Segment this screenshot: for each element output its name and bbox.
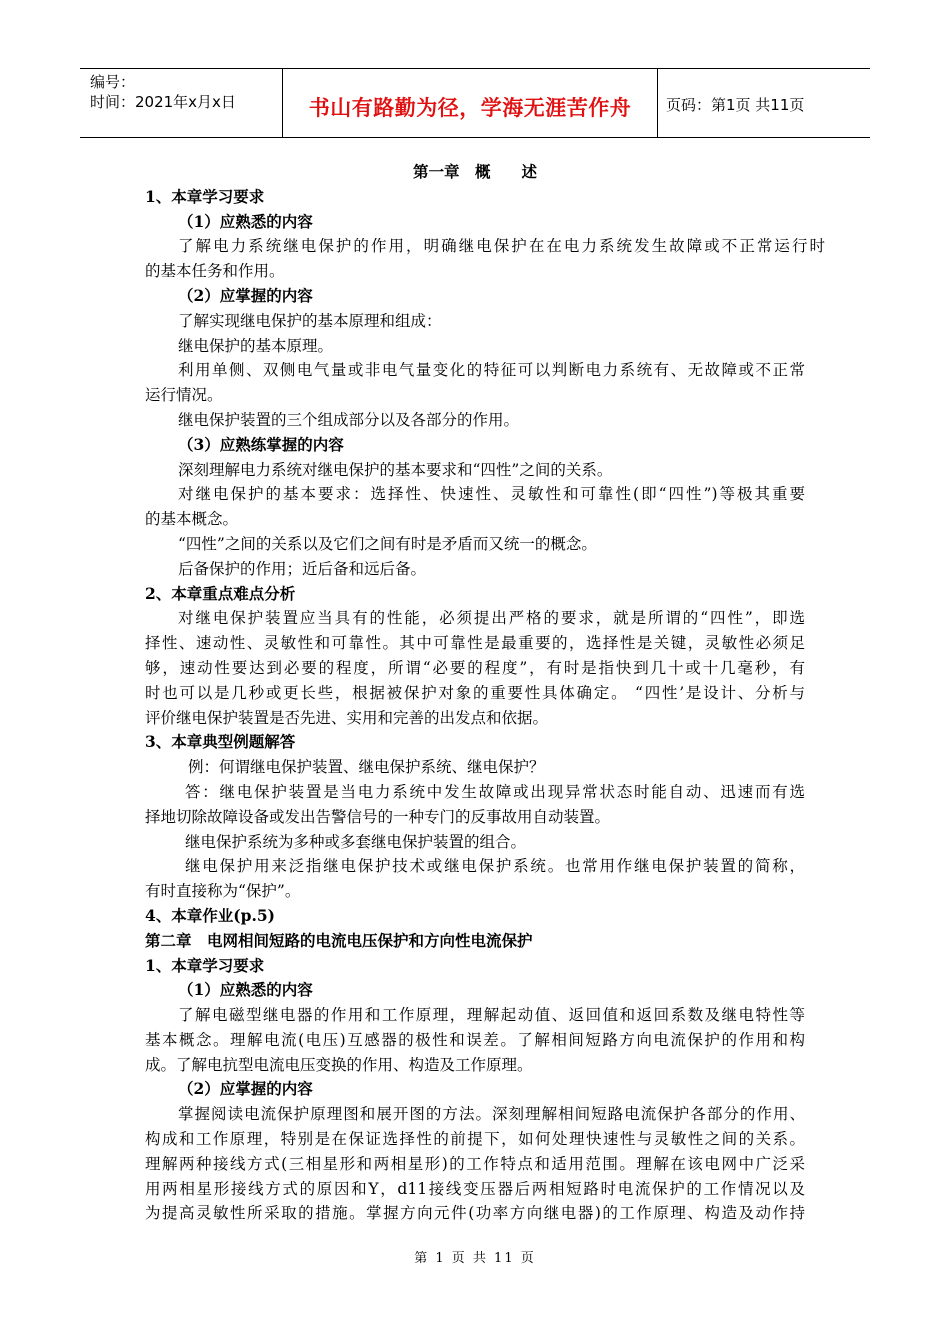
- section-heading: 1、本章学习要求: [145, 955, 265, 975]
- paragraph-line: 对继电保护的基本要求：选择性、快速性、灵敏性和可靠性(即“四性”)等极其重要: [178, 485, 805, 504]
- section-heading: 4、本章作业(p.5): [145, 905, 275, 925]
- paragraph-line: 有时直接称为“保护”。: [145, 882, 301, 901]
- paragraph-line: 用两相星形接线方式的原因和Y，d11接线变压器后两相短路时电流保护的工作情况以及: [145, 1179, 805, 1198]
- paragraph-line: 构成和工作原理，特别是在保证选择性的前提下，如何处理快速性与灵敏性之间的关系。: [145, 1130, 805, 1149]
- subsection-heading: （3）应熟练掌握的内容: [178, 434, 344, 454]
- paragraph-line: 深刻理解电力系统对继电保护的基本要求和“四性”之间的关系。: [178, 460, 613, 479]
- page-footer: 第 1 页 共 11 页: [414, 1251, 536, 1266]
- section-heading: 2、本章重点难点分析: [145, 583, 296, 603]
- subsection-heading: （2）应掌握的内容: [178, 1079, 313, 1099]
- paragraph-line: 成。了解电抗型电流电压变换的作用、构造及工作原理。: [145, 1055, 533, 1074]
- subsection-heading: （2）应掌握的内容: [178, 285, 313, 305]
- paragraph-line: 评价继电保护装置是否先进、实用和完善的出发点和依据。: [145, 708, 549, 727]
- paragraph-line: 为提高灵敏性所采取的措施。掌握方向元件(功率方向继电器)的工作原理、构造及动作持: [145, 1204, 805, 1223]
- paragraph-line: 择性、速动性、灵敏性和可靠性。其中可靠性是最重要的，选择性是关键，灵敏性必须足: [145, 634, 805, 653]
- paragraph-line: 了解电力系统继电保护的作用，明确继电保护在在电力系统发生故障或不正常运行时: [178, 237, 825, 256]
- paragraph-line: 后备保护的作用；近后备和远后备。: [178, 559, 427, 578]
- header-motto: 书山有路勤为径，学海无涯苦作舟: [308, 96, 632, 120]
- paragraph-line: 运行情况。: [145, 386, 223, 405]
- chapter-title: 第二章 电网相间短路的电流电压保护和方向性电流保护: [145, 930, 533, 950]
- example-question: 例：何谓继电保护装置、继电保护系统、继电保护？: [188, 758, 545, 777]
- header-page-number: 页码：第1页 共11页: [666, 96, 805, 114]
- paragraph-line: 继电保护系统为多种或多套继电保护装置的组合。: [185, 832, 527, 851]
- document-date: 时间：2021年x月x日: [90, 93, 236, 111]
- subsection-heading: （1）应熟悉的内容: [178, 211, 313, 231]
- paragraph-line: 对继电保护装置应当具有的性能，必须提出严格的要求，就是所谓的“四性”，即选: [178, 609, 805, 628]
- paragraph-line: 时也可以是几秒或更长些，根据被保护对象的重要性具体确定。 “四性’是设计、分析与: [145, 683, 805, 702]
- paragraph-line: 基本概念。理解电流(电压)互感器的极性和误差。了解相间短路方向电流保护的作用和构: [145, 1030, 805, 1049]
- section-heading: 1、本章学习要求: [145, 186, 265, 206]
- header-meta: [80, 69, 282, 137]
- paragraph-line: 掌握阅读电流保护原理图和展开图的方法。深刻理解相间短路电流保护各部分的作用、: [178, 1105, 805, 1124]
- chapter-title: 第一章 概 述: [412, 162, 537, 181]
- section-heading: 3、本章典型例题解答: [145, 732, 296, 752]
- paragraph-line: 了解实现继电保护的基本原理和组成：: [178, 311, 442, 330]
- paragraph-line: 的基本概念。: [145, 510, 239, 529]
- paragraph-line: 继电保护的基本原理。: [178, 336, 334, 355]
- document-number: 编号：: [90, 73, 136, 91]
- document-body: [145, 160, 825, 1226]
- page-header: [80, 68, 870, 138]
- paragraph-line: 继电保护用来泛指继电保护技术或继电保护系统。也常用作继电保护装置的简称，: [185, 857, 805, 876]
- paragraph-line: 继电保护装置的三个组成部分以及各部分的作用。: [178, 410, 520, 429]
- subsection-heading: （1）应熟悉的内容: [178, 980, 313, 1000]
- paragraph-line: 理解两种接线方式(三相星形和两相星形)的工作特点和适用范围。理解在该电网中广泛采: [145, 1154, 805, 1173]
- paragraph-line: 了解电磁型继电器的作用和工作原理，理解起动值、返回值和返回系数及继电特性等: [178, 1006, 805, 1025]
- header-motto-cell: [282, 69, 658, 137]
- example-answer-line: 答：继电保护装置是当电力系统中发生故障或出现异常状态时能自动、迅速而有选: [185, 782, 805, 801]
- header-page-info: [658, 69, 870, 137]
- paragraph-line: 利用单侧、双侧电气量或非电气量变化的特征可以判断电力系统有、无故障或不正常: [178, 361, 805, 380]
- paragraph-line: 够，速动性要达到必要的程度，所谓“必要的程度”，有时是指快到几十或十几毫秒，有: [145, 658, 805, 677]
- paragraph-line: 的基本任务和作用。: [145, 262, 285, 281]
- paragraph-line: 择地切除故障设备或发出告警信号的一种专门的反事故用自动装置。: [145, 807, 611, 826]
- paragraph-line: “四性”之间的关系以及它们之间有时是矛盾而又统一的概念。: [178, 534, 597, 553]
